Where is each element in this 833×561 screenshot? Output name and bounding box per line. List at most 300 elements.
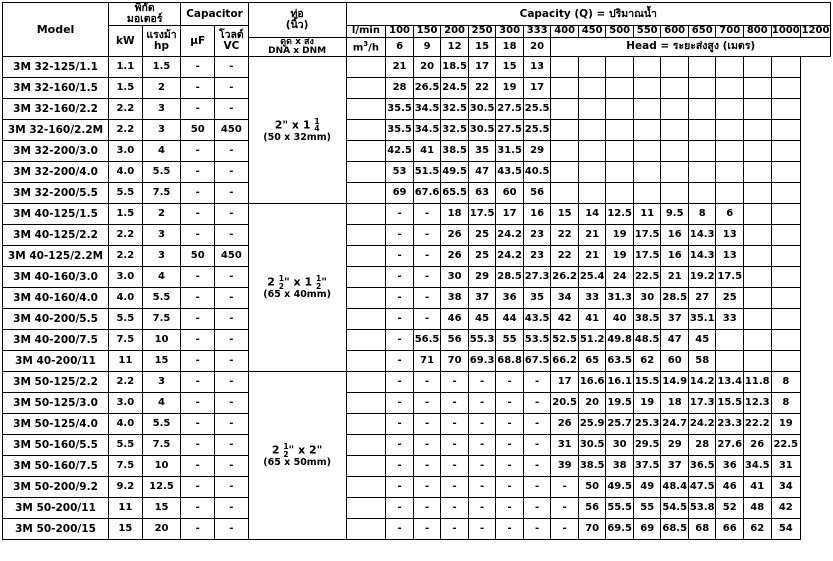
row-uf: - [181,372,215,393]
row-head-11: 28.5 [661,288,689,309]
row-head-4: - [468,456,496,477]
row-head-11 [661,99,689,120]
row-kw: 1.5 [109,78,143,99]
row-head-5: - [496,372,524,393]
row-head-4: - [468,372,496,393]
row-head-10: 37.5 [633,456,661,477]
table-header [3,3,831,57]
row-head-2: 20 [413,57,441,78]
row-uf: - [181,309,215,330]
row-head-9 [606,99,634,120]
row-head-15: 22.5 [771,435,801,456]
row-head-12 [688,120,716,141]
row-hp: 7.5 [142,183,181,204]
row-head-3: 18 [441,204,469,225]
pipe-size-group-1 [248,57,346,204]
row-head-4: 45 [468,309,496,330]
row-hp: 3 [142,246,181,267]
row-head-14 [744,204,772,225]
row-head-5: 31.5 [496,141,524,162]
row-head-14 [744,57,772,78]
row-head-13 [716,141,744,162]
row-head-7: 26 [551,414,579,435]
row-hp: 15 [142,498,181,519]
row-head-4: 17 [468,57,496,78]
row-hp: 10 [142,330,181,351]
pipe-size-group-3 [248,372,346,540]
row-head-14: 22.2 [744,414,772,435]
row-head-5: 36 [496,288,524,309]
row-volt: - [215,57,249,78]
row-head-11 [661,141,689,162]
row-head-1: - [386,519,414,540]
row-head-5: 24.2 [496,246,524,267]
row-head-9: 12.5 [606,204,634,225]
row-head-6: 67.5 [523,351,551,372]
row-kw: 3.0 [109,393,143,414]
row-head-14 [744,162,772,183]
row-head-6: - [523,456,551,477]
row-head-13 [716,330,744,351]
header-row-2 [3,26,831,38]
row-uf: - [181,477,215,498]
row-head-0 [346,78,386,99]
row-head-8: 33 [578,288,606,309]
row-kw: 4.0 [109,414,143,435]
row-head-7: 66.2 [551,351,579,372]
row-head-9 [606,183,634,204]
row-head-9: 38 [606,456,634,477]
row-head-4: 17.5 [468,204,496,225]
header-pipe [248,3,346,38]
row-head-8: 25.4 [578,267,606,288]
table-row [3,330,831,351]
row-head-5: 19 [496,78,524,99]
row-volt: - [215,372,249,393]
row-head-1: 35.5 [386,120,414,141]
row-head-7 [551,78,579,99]
row-volt: - [215,309,249,330]
row-kw: 2.2 [109,225,143,246]
table-body [3,57,831,540]
row-head-14: 62 [744,519,772,540]
header-volt [215,26,249,57]
row-head-0 [346,183,386,204]
row-head-0 [346,267,386,288]
row-hp: 4 [142,141,181,162]
table-row [3,393,831,414]
row-head-5: 68.8 [496,351,524,372]
row-head-4: 69.3 [468,351,496,372]
row-head-5: 27.5 [496,99,524,120]
row-head-5: 55 [496,330,524,351]
row-head-15: 54 [771,519,801,540]
header-motor-rating-line1: พิกัด [134,2,155,14]
row-head-4: - [468,435,496,456]
header-capacitor: Capacitor [181,3,248,26]
row-head-0 [346,309,386,330]
row-volt: - [215,414,249,435]
row-head-9: 49.5 [606,477,634,498]
table-row [3,267,831,288]
row-head-2: - [413,204,441,225]
header-flow-lmin-13: 800 [744,26,772,38]
row-head-7 [551,99,579,120]
row-head-10: 17.5 [633,246,661,267]
row-hp: 2 [142,204,181,225]
pump-spec-sheet [0,2,833,561]
row-head-5: - [496,519,524,540]
row-hp: 5.5 [142,288,181,309]
row-head-12: 45 [688,330,716,351]
table-row [3,120,831,141]
row-head-6: 16 [523,204,551,225]
row-head-1: - [386,414,414,435]
row-kw: 5.5 [109,183,143,204]
row-head-7 [551,141,579,162]
row-head-7 [551,162,579,183]
row-hp: 15 [142,351,181,372]
header-flow-lmin-0: 100 [386,26,414,38]
row-head-1: - [386,393,414,414]
row-hp: 3 [142,372,181,393]
row-head-3: - [441,519,469,540]
row-uf: - [181,288,215,309]
row-model: 3M 40-125/2.2M [3,246,109,267]
row-hp: 3 [142,99,181,120]
row-volt: - [215,99,249,120]
row-head-10: 62 [633,351,661,372]
header-flow-lmin-10: 600 [661,26,689,38]
row-head-9: 40 [606,309,634,330]
row-hp: 2 [142,78,181,99]
row-kw: 1.5 [109,204,143,225]
row-model: 3M 50-200/15 [3,519,109,540]
row-head-11 [661,57,689,78]
row-head-6: 56 [523,183,551,204]
header-flow-lmin-5: 333 [523,26,551,38]
row-head-15: 8 [771,393,801,414]
row-head-2: - [413,435,441,456]
row-head-14 [744,309,772,330]
row-volt: - [215,498,249,519]
row-head-3: - [441,372,469,393]
row-head-2: - [413,456,441,477]
row-head-9: 19.5 [606,393,634,414]
row-head-0 [346,120,386,141]
row-head-10 [633,120,661,141]
header-flow-lmin-3: 250 [468,26,496,38]
row-head-15 [771,309,801,330]
row-head-12 [688,78,716,99]
row-head-10: 22.5 [633,267,661,288]
row-head-10: 25.3 [633,414,661,435]
row-head-3: 26 [441,225,469,246]
row-head-3: 38.5 [441,141,469,162]
row-head-7: 20.5 [551,393,579,414]
row-head-11: 68.5 [661,519,689,540]
row-head-1: - [386,372,414,393]
row-head-4: 35 [468,141,496,162]
row-head-15 [771,330,801,351]
row-head-8: 20 [578,393,606,414]
row-head-8: 25.9 [578,414,606,435]
row-head-9: 69.5 [606,519,634,540]
row-uf: - [181,456,215,477]
row-head-5: 28.5 [496,267,524,288]
header-flow-lmin-2: 200 [441,26,469,38]
row-head-15: 8 [771,372,801,393]
row-head-12 [688,162,716,183]
row-head-7: 15 [551,204,579,225]
table-row [3,414,831,435]
row-model: 3M 40-160/3.0 [3,267,109,288]
row-head-8: 51.2 [578,330,606,351]
row-head-2: 67.6 [413,183,441,204]
row-head-8: 38.5 [578,456,606,477]
header-pipe-line2: (นิ้ว) [285,18,309,31]
row-head-13: 17.5 [716,267,744,288]
table-row [3,204,831,225]
row-head-14 [744,246,772,267]
row-head-0 [346,204,386,225]
table-row [3,183,831,204]
row-head-6: 53.5 [523,330,551,351]
row-head-14 [744,78,772,99]
header-row-1 [3,3,831,26]
row-model: 3M 40-200/7.5 [3,330,109,351]
row-head-6: 27.3 [523,267,551,288]
row-head-5: 44 [496,309,524,330]
row-head-0 [346,414,386,435]
row-head-1: - [386,204,414,225]
row-head-13: 52 [716,498,744,519]
row-head-0 [346,225,386,246]
header-pipe-dna-dnm-line1: ดูด x ส่ง [280,36,314,47]
row-head-0 [346,57,386,78]
row-head-4: - [468,498,496,519]
row-head-14 [744,330,772,351]
row-head-4: 37 [468,288,496,309]
row-head-3: 70 [441,351,469,372]
row-head-11: 9.5 [661,204,689,225]
row-head-2: - [413,288,441,309]
row-head-4: 30.5 [468,99,496,120]
header-volt-th: โวลต์ [218,29,244,42]
table-row [3,477,831,498]
row-uf: - [181,393,215,414]
row-hp: 12.5 [142,477,181,498]
row-volt: - [215,477,249,498]
row-head-6: 43.5 [523,309,551,330]
row-head-8: 65 [578,351,606,372]
row-head-11: 21 [661,267,689,288]
row-head-9 [606,57,634,78]
row-head-9: 30 [606,435,634,456]
row-head-0 [346,519,386,540]
row-head-3: 24.5 [441,78,469,99]
table-row [3,288,831,309]
header-flow-lmin-6: 400 [551,26,579,38]
row-head-2: 26.5 [413,78,441,99]
row-head-0 [346,477,386,498]
row-head-4: 63 [468,183,496,204]
pipe-size-label: 2 1 2 " x 2" [271,442,323,459]
row-head-1: - [386,309,414,330]
row-head-6: - [523,372,551,393]
row-head-9 [606,120,634,141]
row-model: 3M 32-160/1.5 [3,78,109,99]
row-model: 3M 40-200/5.5 [3,309,109,330]
row-uf: - [181,183,215,204]
row-head-0 [346,141,386,162]
row-head-3: 18.5 [441,57,469,78]
row-head-11: 37 [661,456,689,477]
row-head-1: 35.5 [386,99,414,120]
row-head-3: - [441,435,469,456]
row-head-5: - [496,393,524,414]
row-head-9: 24 [606,267,634,288]
row-head-0 [346,288,386,309]
row-head-15 [771,351,801,372]
row-head-10 [633,141,661,162]
row-kw: 7.5 [109,456,143,477]
header-capacity-title: Capacity (Q) = ปริมาณน้ำ [346,3,830,26]
row-head-5: 43.5 [496,162,524,183]
header-flow-m3h-2: 12 [441,37,469,57]
row-model: 3M 40-160/4.0 [3,288,109,309]
header-hp [142,26,181,57]
row-head-8: 56 [578,498,606,519]
row-head-11: 37 [661,309,689,330]
row-hp: 20 [142,519,181,540]
row-head-13: 36 [716,456,744,477]
header-flow-lmin-15: 1200 [801,25,830,37]
row-volt: - [215,393,249,414]
row-model: 3M 32-200/4.0 [3,162,109,183]
row-volt: - [215,225,249,246]
row-head-4: 47 [468,162,496,183]
row-head-13: 15.5 [716,393,744,414]
row-volt: - [215,435,249,456]
row-kw: 2.2 [109,99,143,120]
row-head-3: - [441,498,469,519]
row-hp: 7.5 [142,435,181,456]
row-head-2: - [413,225,441,246]
row-head-8: 14 [578,204,606,225]
row-head-1: 42.5 [386,141,414,162]
row-head-15 [771,78,801,99]
row-kw: 3.0 [109,141,143,162]
table-row [3,246,831,267]
row-head-10 [633,162,661,183]
row-head-11: 47 [661,330,689,351]
table-row [3,498,831,519]
header-flow-lmin-9: 550 [633,26,661,38]
row-volt: - [215,267,249,288]
row-head-0 [346,498,386,519]
row-uf: - [181,204,215,225]
row-kw: 2.2 [109,120,143,141]
row-kw: 5.5 [109,309,143,330]
row-head-13: 66 [716,519,744,540]
row-head-15 [771,162,801,183]
row-head-8 [578,183,606,204]
table-row [3,519,831,540]
row-head-13 [716,99,744,120]
row-model: 3M 32-160/2.2M [3,120,109,141]
header-flow-lmin-8: 500 [606,26,634,38]
row-head-3: 38 [441,288,469,309]
row-head-14: 11.8 [744,372,772,393]
pump-specification-table [2,2,831,540]
row-head-12: 14.2 [688,372,716,393]
row-head-12: 24.2 [688,414,716,435]
row-head-12: 28 [688,435,716,456]
row-head-0 [346,435,386,456]
row-head-10 [633,99,661,120]
row-head-8: 16.6 [578,372,606,393]
row-head-12: 35.1 [688,309,716,330]
row-head-9: 25.7 [606,414,634,435]
row-head-4: 22 [468,78,496,99]
row-head-3: - [441,477,469,498]
row-head-3: - [441,414,469,435]
row-head-3: 49.5 [441,162,469,183]
row-head-14 [744,141,772,162]
row-head-6: 17 [523,78,551,99]
row-head-6: 25.5 [523,99,551,120]
row-head-2: 41 [413,141,441,162]
row-head-10 [633,57,661,78]
row-head-9: 19 [606,246,634,267]
row-head-14 [744,225,772,246]
row-uf: - [181,162,215,183]
row-head-10: 69 [633,519,661,540]
row-head-9: 19 [606,225,634,246]
row-uf: - [181,57,215,78]
row-volt: - [215,519,249,540]
row-volt: - [215,162,249,183]
row-head-15: 34 [771,477,801,498]
row-head-1: - [386,477,414,498]
row-head-15 [771,246,801,267]
row-head-13: 6 [716,204,744,225]
row-head-7 [551,183,579,204]
row-head-6: 29 [523,141,551,162]
row-head-9: 63.5 [606,351,634,372]
header-flow-lmin-12: 700 [716,26,744,38]
row-model: 3M 32-125/1.1 [3,57,109,78]
pipe-size-mm: (65 x 40mm) [263,289,331,301]
row-head-12: 47.5 [688,477,716,498]
row-head-2: 34.5 [413,120,441,141]
row-head-12 [688,183,716,204]
row-head-14 [744,120,772,141]
row-kw: 2.2 [109,246,143,267]
row-kw: 7.5 [109,330,143,351]
header-motor-rating [109,3,181,26]
row-head-6: - [523,393,551,414]
row-head-12: 58 [688,351,716,372]
row-head-5: - [496,498,524,519]
row-head-13: 25 [716,288,744,309]
row-head-3: 32.5 [441,120,469,141]
row-hp: 3 [142,120,181,141]
row-head-12: 19.2 [688,267,716,288]
row-head-6: 23 [523,246,551,267]
row-head-11: 29 [661,435,689,456]
